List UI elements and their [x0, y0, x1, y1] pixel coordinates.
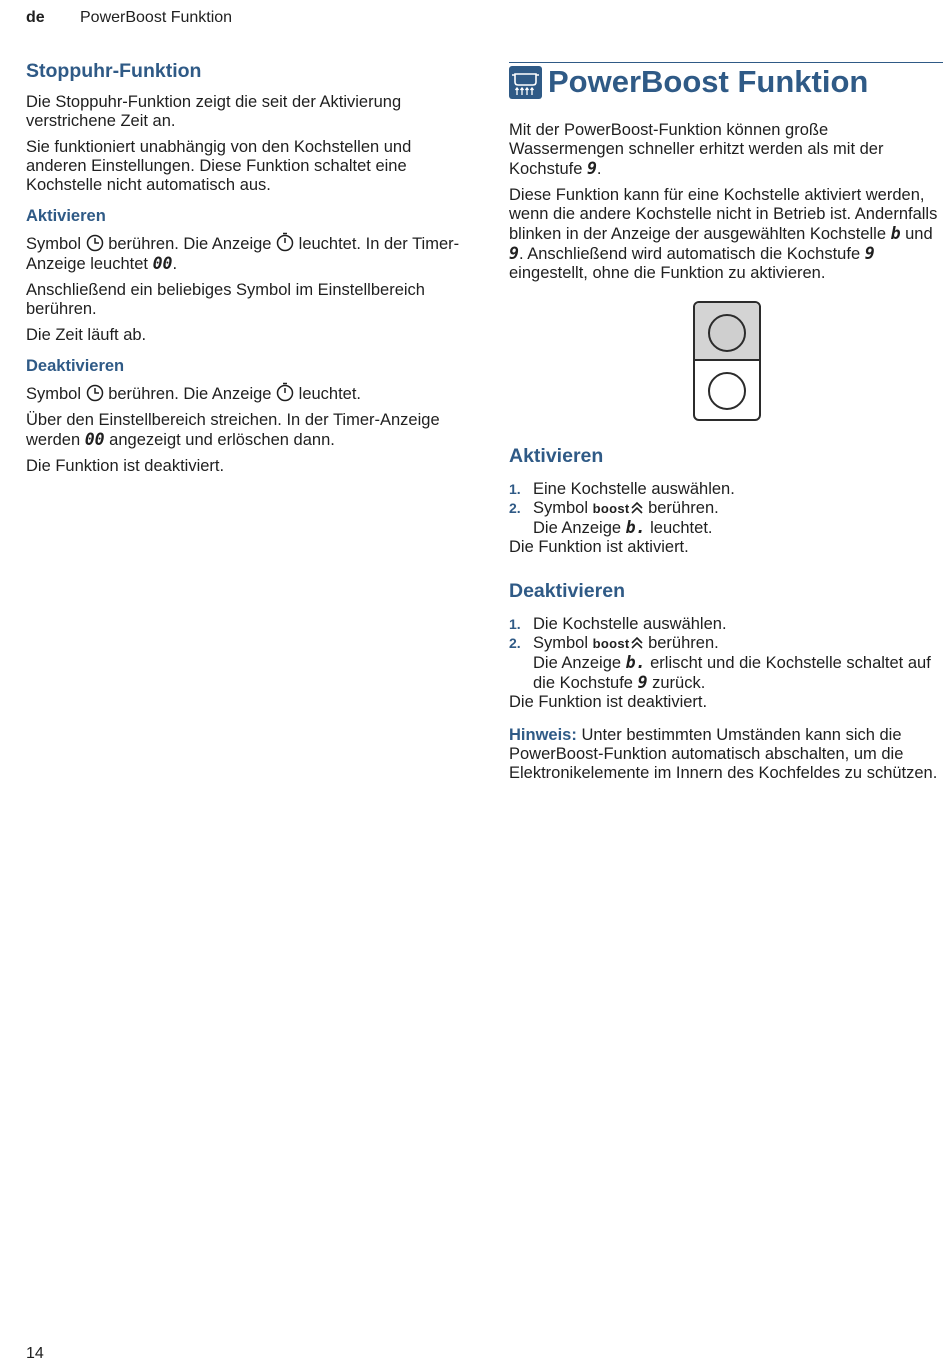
display-b-dot: b.: [625, 653, 646, 672]
powerboost-deactivate-result: Die Funktion ist deaktiviert.: [509, 693, 708, 711]
stopwatch-deactivate-p3: Die Funktion ist deaktiviert.: [26, 457, 225, 475]
header-title: PowerBoost Funktion: [80, 9, 233, 26]
cooktop-diagram: [693, 301, 761, 421]
powerboost-heading: [509, 62, 943, 99]
boost-symbol: boost: [592, 501, 630, 516]
power-level-9: 9: [586, 159, 597, 178]
clock-icon: [86, 234, 104, 252]
power-level-9: 9: [864, 244, 875, 263]
boost-chevron-icon: [630, 500, 644, 516]
stopwatch-intro-1: Die Stoppuhr-Funktion zeigt die seit der Aktivierung verstrichene Zeit an.: [26, 93, 402, 130]
boost-chevron-icon: [630, 635, 644, 651]
stopwatch-title: Stoppuhr-Funktion: [26, 60, 202, 82]
powerboost-deactivate-steps: [509, 615, 944, 693]
stopwatch-intro-2: Sie funktioniert unabhängig von den Kochstellen und anderen Einstellungen. Diese Funktion schaltet eine Kochstelle nicht automatisch aus.: [26, 138, 412, 194]
display-b-dot: b.: [625, 518, 646, 537]
list-item: 2. Symbol boost berühren. Die Anzeige b. leuchtet.: [509, 499, 719, 537]
stopwatch-deactivate-heading: Deaktivieren: [26, 357, 125, 375]
stopwatch-activate-p2: Anschließend ein beliebiges Symbol im Einstellbereich berühren.: [26, 281, 425, 318]
display-b: b: [890, 224, 901, 243]
timer-display-00: 00: [152, 254, 173, 273]
stopwatch-activate-p3: Die Zeit läuft ab.: [26, 326, 147, 344]
hint-label: Hinweis:: [509, 726, 577, 744]
powerboost-title: PowerBoost Funktion: [548, 64, 869, 99]
stopwatch-deactivate-p2: Über den Einstellbereich streichen. In der Timer-Anzeige werden 00 angezeigt und erlöschen dann.: [26, 411, 440, 449]
stopwatch-activate-p1: Symbol berühren. Die Anzeige leuchtet. In der Timer-Anzeige leuchtet 00.: [26, 232, 466, 274]
language-code: de: [26, 9, 45, 26]
stopwatch-icon: [276, 382, 294, 402]
timer-display-00: 00: [84, 430, 105, 449]
stopwatch-icon: [276, 232, 294, 252]
power-level-9: 9: [637, 673, 648, 692]
list-item: 2. Symbol boost berühren. Die Anzeige b. erlischt und die Kochstelle schaltet auf die Kochstufe 9 zurück.: [509, 634, 931, 692]
powerboost-intro-2: Diese Funktion kann für eine Kochstelle aktiviert werden, wenn die andere Kochstelle nicht in Betrieb ist. Andernfalls blinken in der Anzeige der ausgewählten Kochstelle b und 9. Anschließend wird automatisch die Kochstufe 9 eingestellt, ohne die Funktion zu aktivieren.: [509, 186, 938, 282]
list-item: 1. Die Kochstelle auswählen.: [509, 615, 727, 633]
powerboost-intro-1: Mit der PowerBoost-Funktion können große Wassermengen schneller erhitzt werden als mit der Kochstufe 9.: [509, 121, 884, 178]
cooktop-ring-rear: [708, 372, 746, 410]
clock-icon: [86, 384, 104, 402]
powerboost-activate-heading: Aktivieren: [509, 445, 604, 467]
cooktop-ring-front: [708, 314, 746, 352]
powerboost-activate-result: Die Funktion ist aktiviert.: [509, 538, 689, 556]
page-number: 14: [26, 1345, 44, 1362]
power-level-9: 9: [509, 244, 519, 263]
stopwatch-section: [26, 60, 466, 483]
list-item: 1. Eine Kochstelle auswählen.: [509, 480, 735, 498]
stopwatch-deactivate-p1: Symbol berühren. Die Anzeige leuchtet.: [26, 382, 466, 404]
powerboost-pot-icon: [509, 66, 542, 99]
powerboost-section: [509, 62, 944, 790]
stopwatch-activate-heading: Aktivieren: [26, 207, 106, 225]
boost-symbol: boost: [592, 636, 630, 651]
powerboost-hint: Hinweis: Unter bestimmten Umständen kann sich die PowerBoost-Funktion automatisch abschalten, um die Elektronikelemente im Innern des Kochfeldes zu schützen.: [509, 726, 938, 782]
powerboost-activate-steps: [509, 480, 944, 538]
powerboost-deactivate-heading: Deaktivieren: [509, 580, 625, 602]
